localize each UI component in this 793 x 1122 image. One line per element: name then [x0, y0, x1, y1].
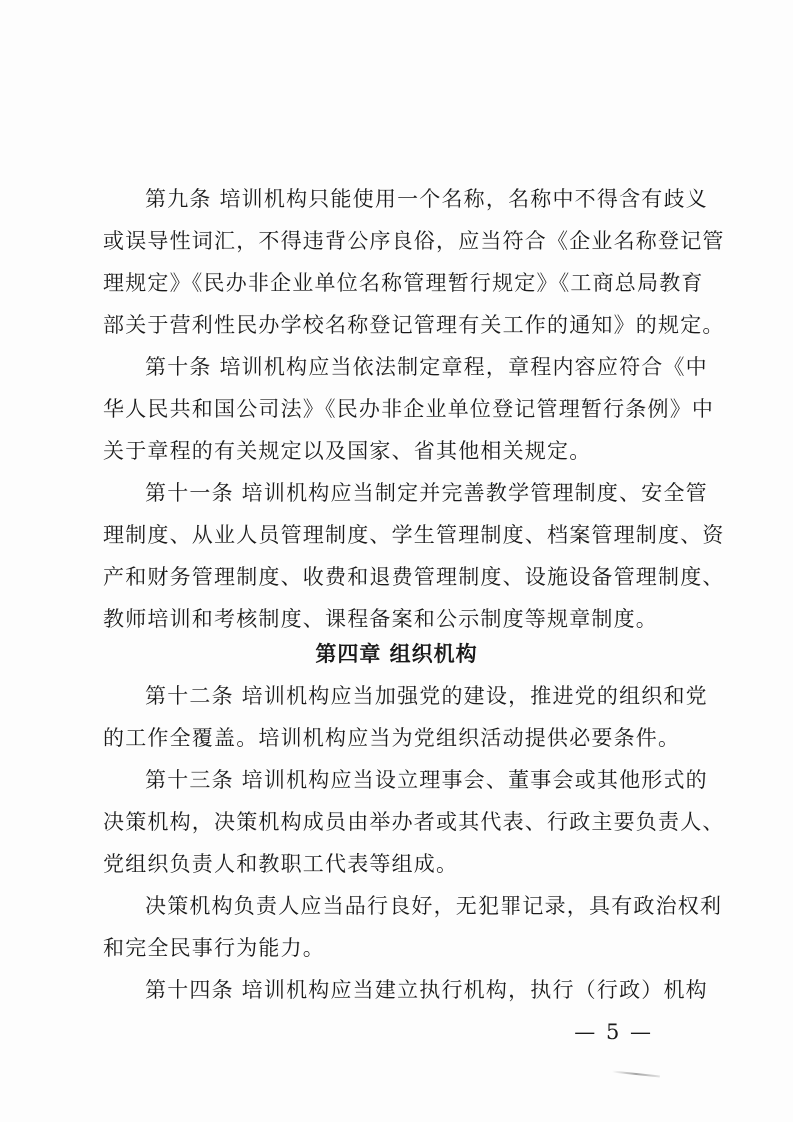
paragraph-line: 理规定》《民办非企业单位名称管理暂行规定》《工商总局教育	[103, 271, 704, 295]
paragraph-line: 华人民共和国公司法》《民办非企业单位登记管理暂行条例》中	[103, 397, 715, 421]
article-block-9-11	[103, 178, 725, 640]
paragraph-line: 的工作全覆盖。培训机构应当为党组织活动提供必要条件。	[103, 726, 681, 750]
chapter-title: 第四章 组织机构	[315, 642, 478, 666]
paragraph-line: 决策机构负责人应当品行良好，无犯罪记录，具有政治权利	[145, 894, 723, 918]
paragraph-line: 第十三条 培训机构应当设立理事会、董事会或其他形式的	[145, 768, 708, 792]
paragraph-line: 理制度、从业人员管理制度、学生管理制度、档案管理制度、资	[103, 523, 725, 547]
paragraph-line: 关于章程的有关规定以及国家、省其他相关规定。	[103, 439, 592, 463]
scan-artifact	[612, 1070, 660, 1077]
paragraph-line: 第十二条 培训机构应当加强党的建设，推进党的组织和党	[145, 684, 708, 708]
paragraph-line: 第十一条 培训机构应当制定并完善教学管理制度、安全管	[145, 481, 708, 505]
paragraph-line: 部关于营利性民办学校名称登记管理有关工作的通知》的规定。	[103, 313, 725, 337]
paragraph-line: 第九条 培训机构只能使用一个名称，名称中不得含有歧义	[145, 187, 708, 211]
paragraph-line: 教师培训和考核制度、课程备案和公示制度等规章制度。	[103, 607, 658, 631]
paragraph-line: 党组织负责人和教职工代表等组成。	[103, 852, 459, 876]
paragraph-line: 第十四条 培训机构应当建立执行机构，执行（行政）机构	[145, 978, 708, 1002]
paragraph-line: 和完全民事行为能力。	[103, 936, 325, 960]
article-block-12-14	[103, 675, 725, 1011]
paragraph-line: 或误导性词汇，不得违背公序良俗，应当符合《企业名称登记管	[103, 229, 725, 253]
paragraph-line: 决策机构，决策机构成员由举办者或其代表、行政主要负责人、	[103, 810, 725, 834]
paragraph-line: 产和财务管理制度、收费和退费管理制度、设施设备管理制度、	[103, 565, 725, 589]
paragraph-line: 第十条 培训机构应当依法制定章程，章程内容应符合《中	[145, 355, 708, 379]
page-number: — 5 —	[574, 1020, 653, 1044]
